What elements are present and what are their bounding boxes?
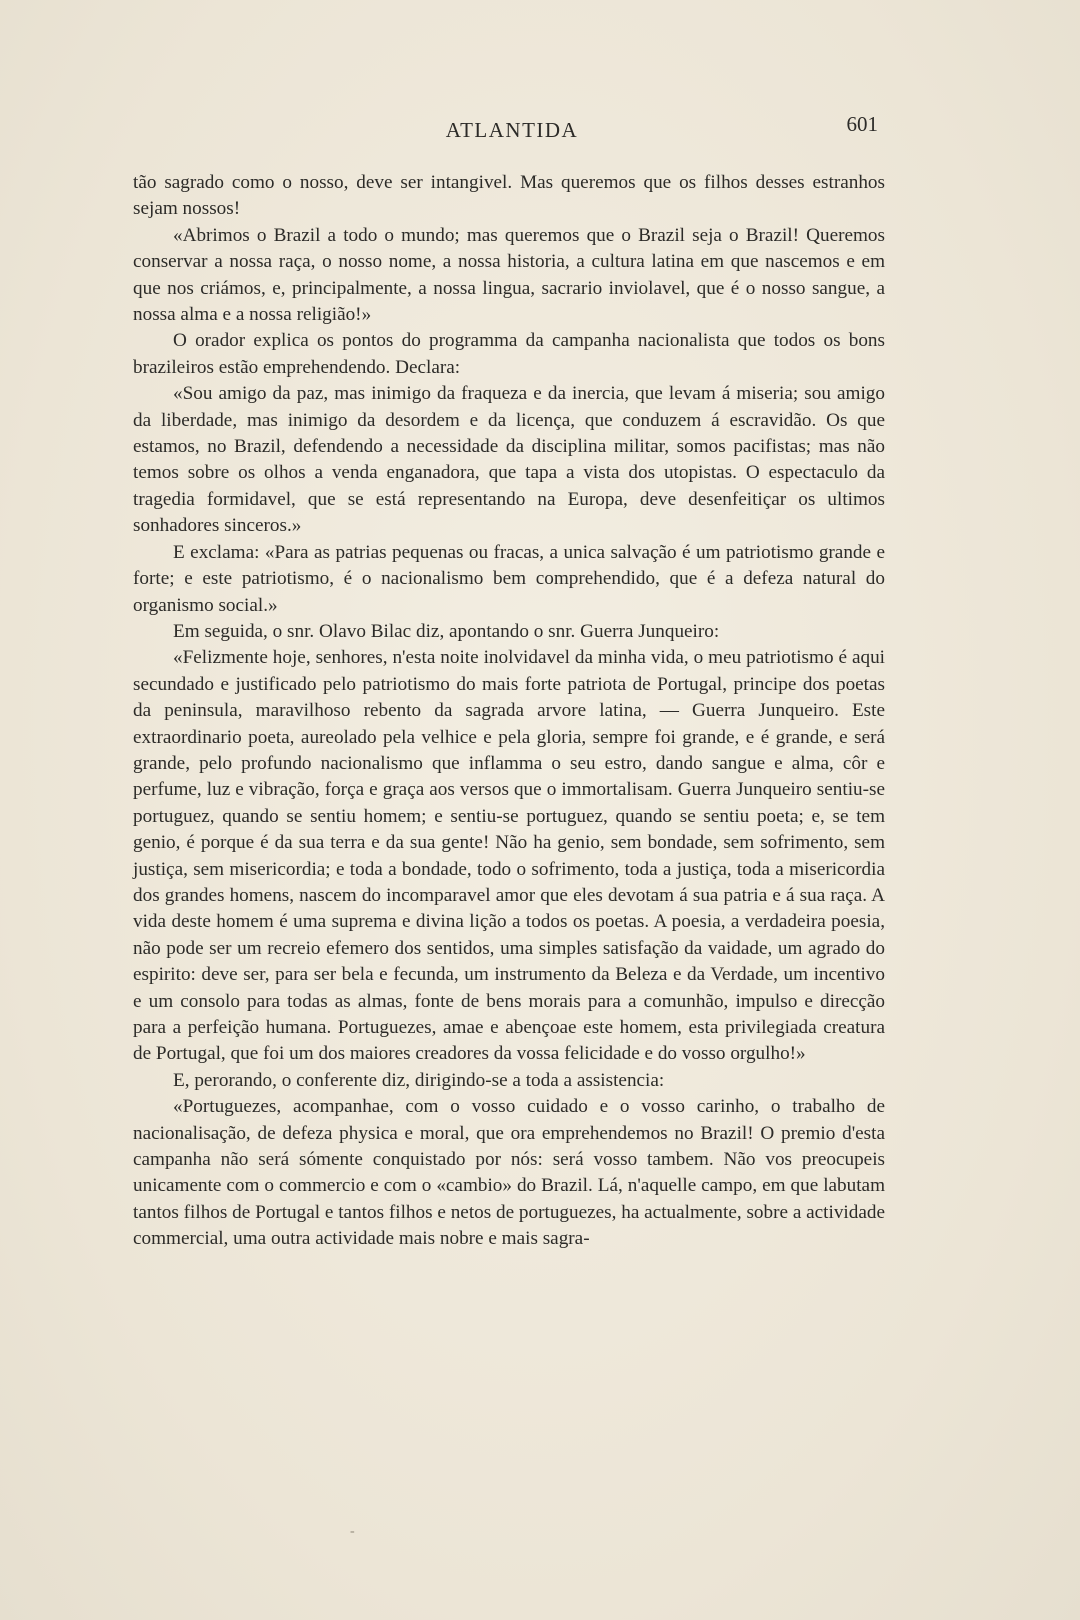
paragraph: E exclama: «Para as patrias pequenas ou fracas, a unica salvação é um patriotismo grande e forte; e este patriotismo, é o nacionalismo bem comprehendido, que é a defeza natural do organismo social.» bbox=[133, 541, 885, 616]
paragraph: Em seguida, o snr. Olavo Bilac diz, apontando o snr. Guerra Junqueiro: bbox=[173, 620, 720, 642]
paragraph: «Abrimos o Brazil a todo o mundo; mas queremos que o Brazil seja o Brazil! Queremos conservar a nossa raça, o nosso nome, a nossa historia, a cultura latina em que nascemos e em que nos criámos, e, principalmente, a nossa lingua, sacrario inviolavel, que é o nosso sangue, a nossa alma e a nossa religião!» bbox=[133, 224, 885, 326]
page-header bbox=[134, 112, 890, 148]
paragraph: «Felizmente hoje, senhores, n'esta noite inolvidavel da minha vida, o meu patriotismo é aqui secundado e justificado pelo patriotismo do mais forte patriota de Portugal, principe dos poetas da peninsula, maravilhoso rebento da sagrada arvore latina, — Guerra Junqueiro. Este extraordinario poeta, aureolado pela velhice e pela gloria, sempre foi grande, e é grande, e será grande, pelo profundo nacionalismo que inflamma o seu estro, dando sangue e alma, côr e perfume, luz e vibração, força e graça aos versos que o immortalisam. Guerra Junqueiro sentiu-se portuguez, quando se sentiu homem; e sentiu-se portuguez, quando se sentiu poeta; e, se tem genio, é porque é da sua terra e da sua gente! Não ha genio, sem bondade, sem sofrimento, sem justiça, sem misericordia; e toda a bondade, todo o sofrimento, toda a justiça, toda a misericordia dos grandes homens, nascem do incomparavel amor que eles devotam á sua patria e á sua raça. A vida deste homem é uma suprema e divina lição a todos os poetas. A poesia, a verdadeira poesia, não pode ser um recreio efemero dos sentidos, uma simples satisfação da vaidade, um agrado do espirito: deve ser, para ser bela e fecunda, um instrumento da Beleza e da Verdade, um incentivo e um consolo para todas as almas, fonte de bens morais para a comunhão, impulso e direcção para a perfeição humana. Portuguezes, amae e abençoae este homem, esta privilegiada creatura de Portugal, que foi um dos maiores creadores da vossa felicidade e do vosso orgulho!» bbox=[133, 647, 885, 1065]
body-text bbox=[133, 170, 885, 1253]
page-number: 601 bbox=[846, 112, 878, 136]
paragraph: E, perorando, o conferente diz, dirigindo-se a toda a assistencia: bbox=[173, 1069, 665, 1091]
paragraph: O orador explica os pontos do programma da campanha nacionalista que todos os bons brazileiros estão emprehendendo. Declara: bbox=[133, 330, 885, 378]
paragraph: «Sou amigo da paz, mas inimigo da fraqueza e da inercia, que levam á miseria; sou amigo da liberdade, mas inimigo da desordem e da licença, que conduzem á escravidão. Os que estamos, no Brazil, defendendo a necessidade da disciplina militar, somos pacifistas; mas não temos sobre os olhos a venda enganadora, que tapa a vista dos utopistas. O espectaculo da tragedia formidavel, que se está representando na Europa, deve desenfeitiçar os ultimos sonhadores sinceros.» bbox=[133, 383, 885, 537]
running-title: ATLANTIDA bbox=[445, 118, 579, 142]
footer-mark: - bbox=[350, 1524, 355, 1539]
paragraph: «Portuguezes, acompanhae, com o vosso cuidado e o vosso carinho, o trabalho de nacionalisação, de defeza physica e moral, que ora emprehendemos no Brazil! O premio d'esta campanha não será sómente conquistado por nós: será vosso tambem. Não vos preocupeis unicamente com o commercio e com o «cambio» do Brazil. Lá, n'aquelle campo, em que labutam tantos filhos de Portugal e tantos filhos e netos de portuguezes, ha actualmente, sobre a actividade commercial, uma outra actividade mais nobre e mais sagra- bbox=[133, 1096, 885, 1250]
paragraph: tão sagrado como o nosso, deve ser intangivel. Mas queremos que os filhos desses estranhos sejam nossos! bbox=[133, 172, 885, 220]
